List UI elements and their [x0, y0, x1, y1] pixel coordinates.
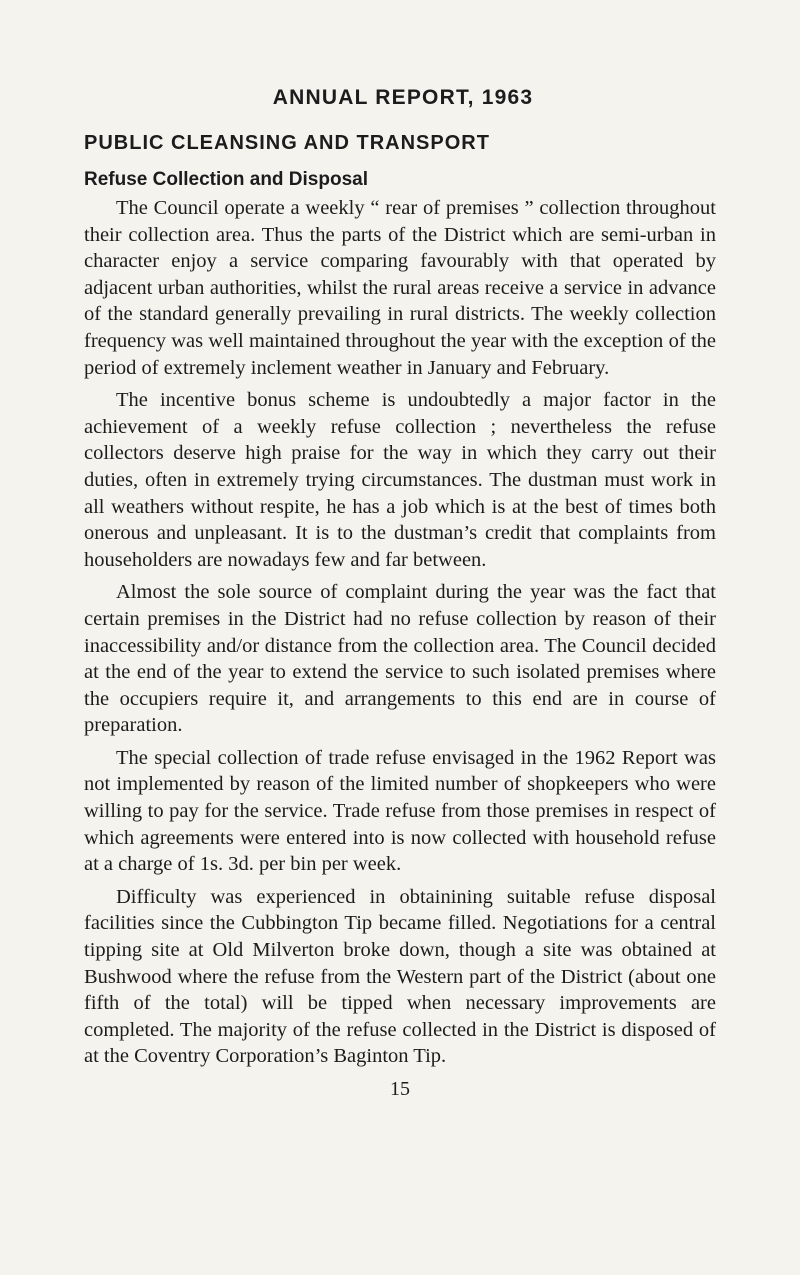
- subsection-title: Refuse Collection and Disposal: [84, 169, 368, 190]
- paragraph-refuse-disposal: Difficulty was experienced in obtainining suitable refuse disposal facilities since the Cubbington Tip became filled. Negotiations for a central tipping site at Old Milverton broke down, though a site was obtained at Bushwood where the refuse from the Western part of the District (about one fifth of the total) will be tipped when necessary improvements are completed. The majority of the refuse collected in the District is disposed of at the Coventry Corporation’s Baginton Tip.: [84, 885, 716, 1068]
- paragraph-trade-refuse: The special collection of trade refuse envisaged in the 1962 Report was not implemented by reason of the limited number of shopkeepers who were willing to pay for the service. Trade refuse from those premises in respect of which agreements were entered into is now collected with household refuse at a charge of 1s. 3d. per bin per week.: [84, 746, 716, 876]
- report-title: ANNUAL REPORT, 1963: [272, 86, 534, 109]
- page-number: 15: [390, 1078, 410, 1100]
- document-page: [84, 86, 716, 1101]
- section-title: PUBLIC CLEANSING AND TRANSPORT: [84, 132, 490, 154]
- paragraph-complaints: Almost the sole source of complaint during the year was the fact that certain premises in the District had no refuse collection by reason of their inaccessibility and/or distance from the collection area. The Council decided at the end of the year to extend the service to such isolated premises where the occupiers require it, and arrangements to this end are in course of preparation.: [84, 581, 716, 737]
- paragraph-collection-service: The Council operate a weekly “ rear of premises ” collection throughout their collection area. Thus the parts of the District which are semi-urban in character enjoy a service comparing favourably with that operated by adjacent urban authorities, whilst the rural areas receive a service in advance of the standard generally prevailing in rural districts. The weekly collection frequency was well maintained throughout the year with the exception of the period of extremely inclement weather in January and February.: [84, 197, 716, 379]
- paragraph-incentive-bonus: The incentive bonus scheme is undoubtedly a major factor in the achievement of a weekly refuse collection ; nevertheless the refuse collectors deserve high praise for the way in which they carry out their duties, often in extremely trying circumstances. The dustman must work in all weathers without respite, he has a job which is at the best of times both onerous and unpleasant. It is to the dustman’s credit that complaints from householders are nowadays few and far between.: [84, 389, 716, 571]
